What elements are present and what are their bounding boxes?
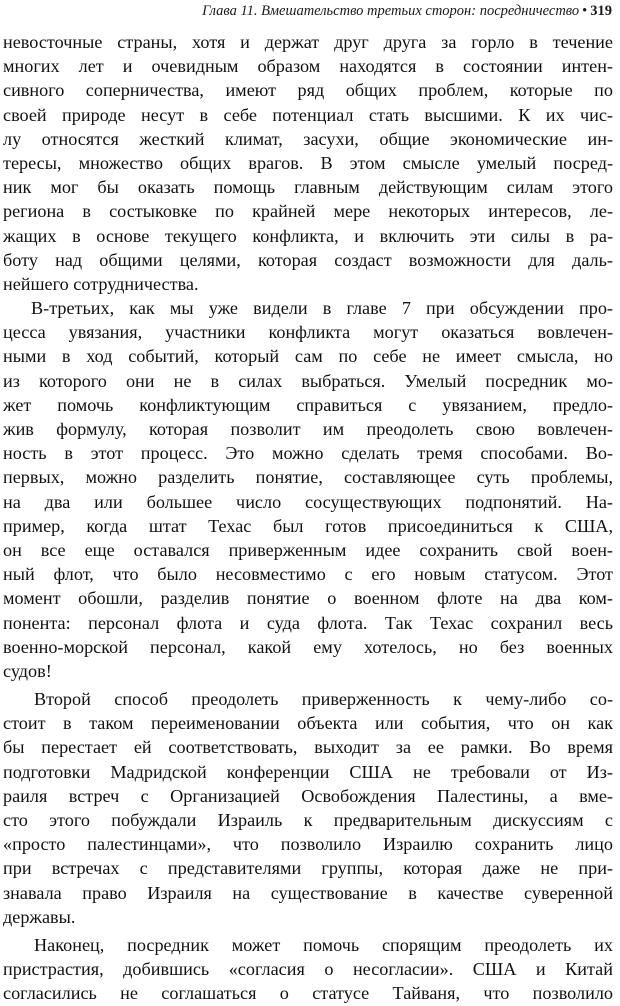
text-line: понента: персонал флота и суда флота. Так Техас сохранил весь xyxy=(3,612,613,633)
text-line: В-третьих, как мы уже видели в главе 7 при обсуждении про- xyxy=(31,298,613,319)
text-line: жив формулу, которая позволит им преодолеть свою вовлечен- xyxy=(3,419,613,439)
text-line: ность в этот процесс. Это можно сделать тремя способами. Во- xyxy=(3,443,613,464)
chapter-title: Глава 11. Вмешательство третьих сторон: посредничество xyxy=(202,3,580,19)
header-separator: • xyxy=(582,3,588,19)
text-line: региона в состыковке по крайней мере некоторых интересов, ле- xyxy=(3,201,613,222)
text-line: стоит в таком переименовании объекта или события, что он как xyxy=(3,713,613,734)
text-line: многих лет и очевидным образом находятся в состоянии интен- xyxy=(3,56,613,77)
text-line: судов! xyxy=(3,660,52,681)
text-line: сто этого побуждали Израиль к предварительным дискуссиям с xyxy=(3,810,613,830)
text-line: нейшего сотрудничества. xyxy=(3,273,199,294)
text-line: державы. xyxy=(3,906,76,927)
text-line: сивного соперничества, имеют ряд общих проблем, которые по xyxy=(3,80,613,101)
text-line: на два или большее число сосуществующих подпонятий. На- xyxy=(3,491,613,512)
body-text xyxy=(3,30,613,1006)
text-line: знавала право Израиля на существование в качестве суверенной xyxy=(3,882,613,903)
text-line: при встречах с представителями группы, которая даже не при- xyxy=(3,858,613,879)
text-line: невосточные страны, хотя и держат друг друга за горло в течение xyxy=(3,32,613,52)
text-line: ными в ход событий, который сам по себе не имеет смысла, но xyxy=(3,346,613,367)
text-line: ник мог бы оказать помощь главным действующим силам этого xyxy=(3,177,613,198)
text-line: первых, можно разделить понятие, составляющее суть проблемы, xyxy=(3,467,613,488)
text-line: ный флот, что было несовместимо с его новым статусом. Этот xyxy=(3,564,613,585)
running-head xyxy=(8,0,612,22)
text-line: пример, когда штат Техас был готов присоединиться к США, xyxy=(3,515,613,536)
text-line: тересы, множество общих врагов. В этом смысле умелый посред- xyxy=(3,152,613,173)
text-line: Наконец, посредник может помочь спорящим преодолеть их xyxy=(34,934,613,955)
text-line: жащих в основе текущего конфликта, и включить эти силы в ра- xyxy=(3,225,613,246)
text-line: согласились не соглашаться о статусе Тайваня, что позволило xyxy=(3,983,613,1004)
text-line: военно-морской персонал, какой ему хотелось, но без военных xyxy=(3,636,613,657)
text-line: пристрастия, добившись «согласия о несогласии». США и Китай xyxy=(3,959,613,980)
text-line: Второй способ преодолеть приверженность к чему-либо со- xyxy=(34,689,613,710)
paragraph-4 xyxy=(3,933,613,1006)
paragraph-1 xyxy=(3,30,613,296)
text-line: подготовки Мадридской конференции США не требовали от Из- xyxy=(3,761,613,782)
paragraph-2 xyxy=(3,296,613,683)
text-line: из которого они не в силах выбраться. Умелый посредник мо- xyxy=(3,370,613,391)
text-line: бы перестает ей соответствовать, выходит за ее рамки. Во время xyxy=(3,737,613,758)
text-line: жет помочь конфликтующим справиться с увязанием, предло- xyxy=(3,394,613,415)
page-number: 319 xyxy=(590,3,612,19)
text-line: лу относятся жесткий климат, засухи, общие экономические ин- xyxy=(3,128,613,149)
text-line: он все еще оставался приверженным идее сохранить свой воен- xyxy=(3,539,613,560)
text-line: «просто палестинцами», что позволило Израилю сохранить лицо xyxy=(3,834,613,855)
text-line: своей природе несут в себе потенциал стать высшими. К их чис- xyxy=(3,104,613,125)
text-line: боту над общими целями, которая создаст возможности для даль- xyxy=(3,249,613,270)
text-line: раиля встреч с Организацией Освобождения Палестины, а вме- xyxy=(3,785,613,806)
text-line: момент обошли, разделив понятие о военном флоте на два ком- xyxy=(3,588,613,609)
text-line: цесса увязания, участники конфликта могут оказаться вовлечен- xyxy=(3,322,613,343)
paragraph-3 xyxy=(3,687,613,929)
